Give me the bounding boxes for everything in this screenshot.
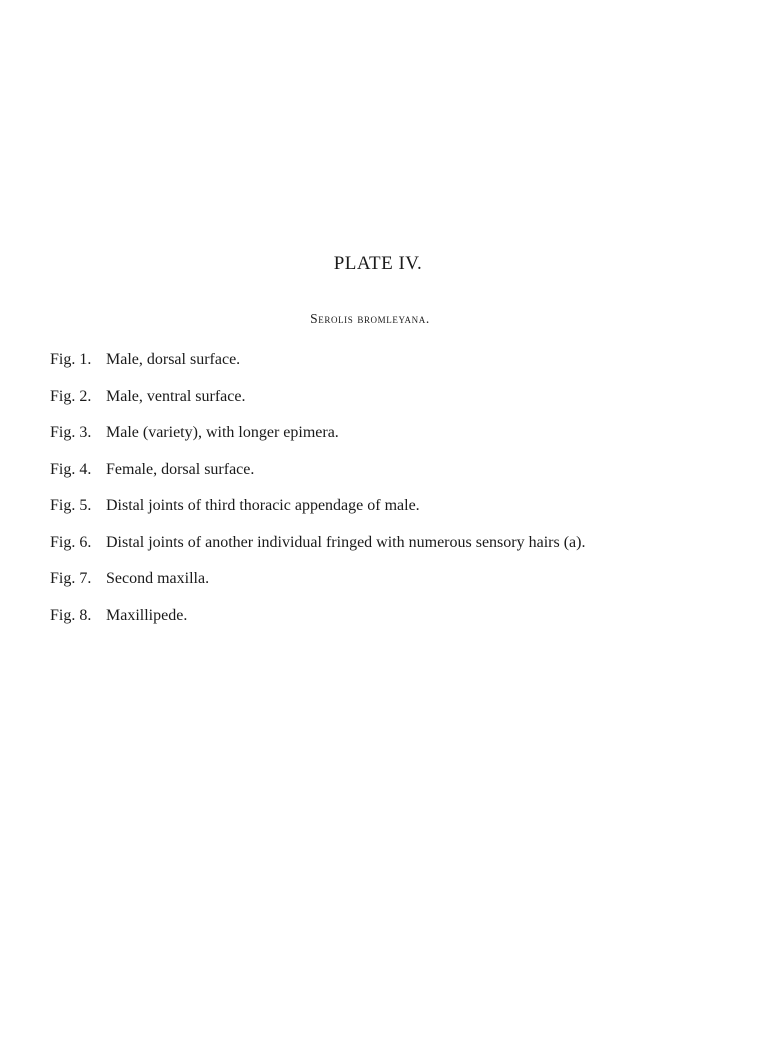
figure-caption-text: Distal joints of third thoracic appendage of male. <box>106 497 420 514</box>
species-title: Serolis bromleyana. <box>310 311 430 326</box>
figure-caption-text: Male, dorsal surface. <box>106 351 241 368</box>
figure-label: Fig. 3. <box>50 424 92 441</box>
plate-title: PLATE IV. <box>333 253 423 274</box>
figure-caption-5 <box>50 494 750 531</box>
figure-caption-4 <box>50 458 750 495</box>
figure-label: Fig. 2. <box>50 387 92 405</box>
figure-label: Fig. 7. <box>50 570 92 587</box>
figure-caption-8 <box>50 604 750 641</box>
figure-label: Fig. 1. <box>50 351 92 368</box>
figure-caption-7 <box>50 567 750 604</box>
figure-label: Fig. 4. <box>50 460 92 478</box>
figure-caption-text: Distal joints of another individual fringed with numerous sensory hairs (a). <box>106 533 586 551</box>
figure-caption-text: Female, dorsal surface. <box>106 460 255 478</box>
figure-caption-text: Second maxilla. <box>106 570 210 587</box>
figure-caption-list <box>50 348 750 640</box>
figure-label: Fig. 8. <box>50 606 92 624</box>
figure-label: Fig. 5. <box>50 497 92 514</box>
figure-caption-6 <box>50 531 750 568</box>
figure-caption-text: Male, ventral surface. <box>106 387 246 405</box>
figure-caption-text: Male (variety), with longer epimera. <box>106 424 339 441</box>
figure-caption-3 <box>50 421 750 458</box>
figure-caption-text: Maxillipede. <box>106 606 188 624</box>
figure-label: Fig. 6. <box>50 533 92 551</box>
figure-caption-1 <box>50 348 750 385</box>
figure-caption-2 <box>50 385 750 422</box>
